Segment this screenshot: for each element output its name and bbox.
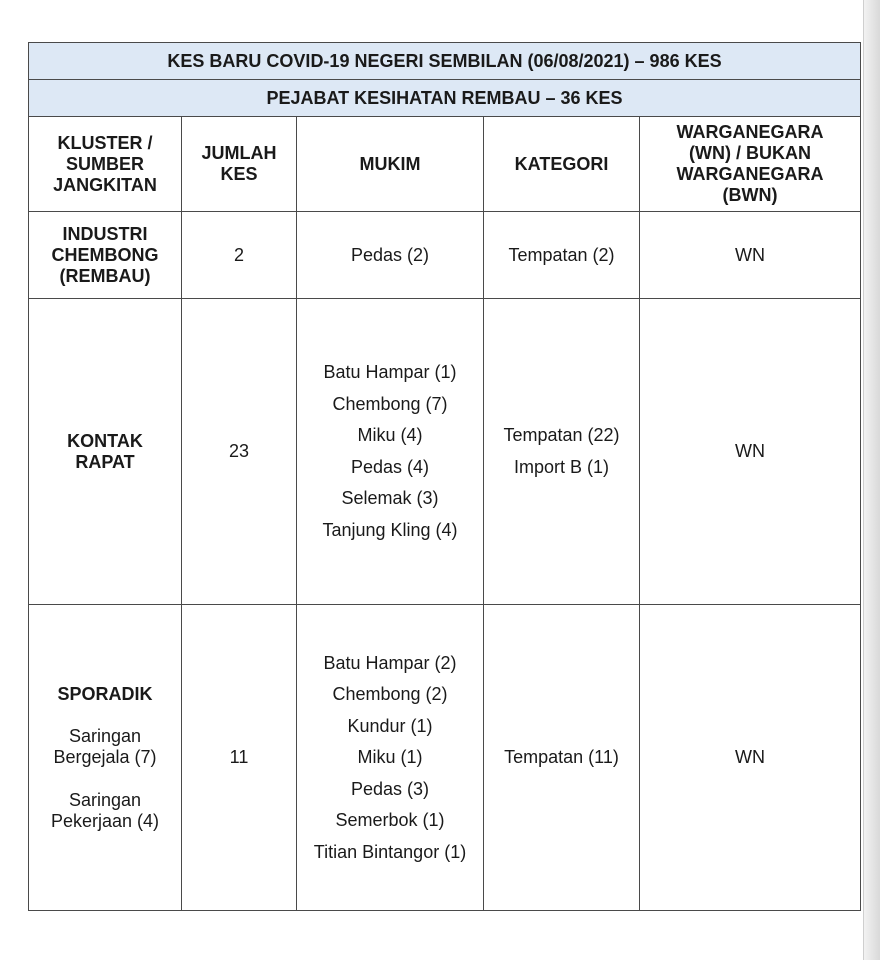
cluster-note-line: Bergejala (7) bbox=[53, 746, 157, 767]
jumlah-cell: 23 bbox=[182, 299, 297, 605]
cluster-note bbox=[29, 790, 181, 832]
wn-cell: WN bbox=[640, 299, 861, 605]
header-wn-line: (BWN) bbox=[722, 185, 778, 205]
kategori-item: Import B (1) bbox=[513, 456, 610, 477]
cluster-line: INDUSTRI bbox=[62, 223, 148, 244]
table-row bbox=[29, 299, 861, 605]
header-kluster-line: JANGKITAN bbox=[53, 174, 157, 195]
mukim-item: Chembong (2) bbox=[332, 684, 448, 704]
cluster-line: (REMBAU) bbox=[59, 265, 151, 286]
table-subtitle: PEJABAT KESIHATAN REMBAU – 36 KES bbox=[29, 80, 861, 117]
header-wn-line: WARGANEGARA bbox=[676, 122, 824, 142]
cluster-line: RAPAT bbox=[75, 451, 135, 472]
mukim-item: Selemak (3) bbox=[341, 488, 439, 509]
page-edge bbox=[863, 0, 880, 960]
header-jumlah bbox=[182, 117, 297, 212]
kategori-item: Tempatan (22) bbox=[503, 425, 620, 446]
wn-cell: WN bbox=[640, 212, 861, 299]
kategori-cell bbox=[484, 299, 640, 605]
mukim-item: Batu Hampar (1) bbox=[323, 362, 457, 383]
table-row bbox=[29, 212, 861, 299]
title-row bbox=[29, 43, 861, 80]
header-kluster-line: SUMBER bbox=[65, 153, 144, 174]
jumlah-cell: 2 bbox=[182, 212, 297, 299]
cluster-line: KONTAK bbox=[67, 430, 143, 451]
cluster-note-line: Saringan bbox=[68, 725, 142, 746]
kategori-item: Tempatan (11) bbox=[504, 747, 619, 767]
kategori-cell bbox=[484, 212, 640, 299]
cluster-note bbox=[29, 726, 181, 768]
document-sheet bbox=[28, 42, 860, 911]
mukim-item: Titian Bintangor (1) bbox=[313, 841, 467, 862]
mukim-cell bbox=[297, 605, 484, 911]
table-title: KES BARU COVID-19 NEGERI SEMBILAN (06/08/2021) – 986 KES bbox=[29, 43, 861, 80]
header-jumlah-line: KES bbox=[220, 164, 258, 184]
mukim-item: Batu Hampar (2) bbox=[323, 652, 457, 673]
mukim-item: Pedas (3) bbox=[350, 778, 430, 799]
jumlah-cell: 11 bbox=[182, 605, 297, 911]
header-kategori: KATEGORI bbox=[484, 117, 640, 212]
header-row bbox=[29, 117, 861, 212]
cluster-line: CHEMBONG bbox=[51, 244, 159, 265]
header-kluster bbox=[29, 117, 182, 212]
cluster-line: SPORADIK bbox=[57, 683, 153, 704]
mukim-item: Semerbok (1) bbox=[335, 810, 445, 830]
mukim-cell bbox=[297, 212, 484, 299]
cluster-cell bbox=[29, 299, 182, 605]
mukim-item: Miku (1) bbox=[357, 747, 423, 767]
mukim-item: Pedas (4) bbox=[350, 456, 430, 477]
table-row bbox=[29, 605, 861, 911]
mukim-item: Miku (4) bbox=[357, 425, 423, 446]
mukim-item: Tanjung Kling (4) bbox=[322, 519, 458, 540]
header-jumlah-line: JUMLAH bbox=[201, 143, 277, 163]
header-wn-line: (WN) / BUKAN bbox=[689, 143, 811, 163]
cluster-cell bbox=[29, 605, 182, 911]
cluster-note-line: Pekerjaan (4) bbox=[50, 810, 160, 831]
mukim-item: Pedas (2) bbox=[350, 244, 430, 265]
mukim-cell bbox=[297, 299, 484, 605]
header-warganegara bbox=[640, 117, 861, 212]
subtitle-row bbox=[29, 80, 861, 117]
header-kluster-line: KLUSTER / bbox=[57, 132, 153, 153]
wn-cell: WN bbox=[640, 605, 861, 911]
kategori-cell bbox=[484, 605, 640, 911]
cluster-note-line: Saringan bbox=[68, 789, 142, 810]
cluster-cell bbox=[29, 212, 182, 299]
header-mukim: MUKIM bbox=[297, 117, 484, 212]
mukim-item: Chembong (7) bbox=[332, 393, 448, 414]
covid-cases-table bbox=[28, 42, 861, 911]
header-wn-line: WARGANEGARA bbox=[676, 164, 824, 184]
kategori-item: Tempatan (2) bbox=[508, 244, 615, 265]
mukim-item: Kundur (1) bbox=[347, 715, 433, 736]
